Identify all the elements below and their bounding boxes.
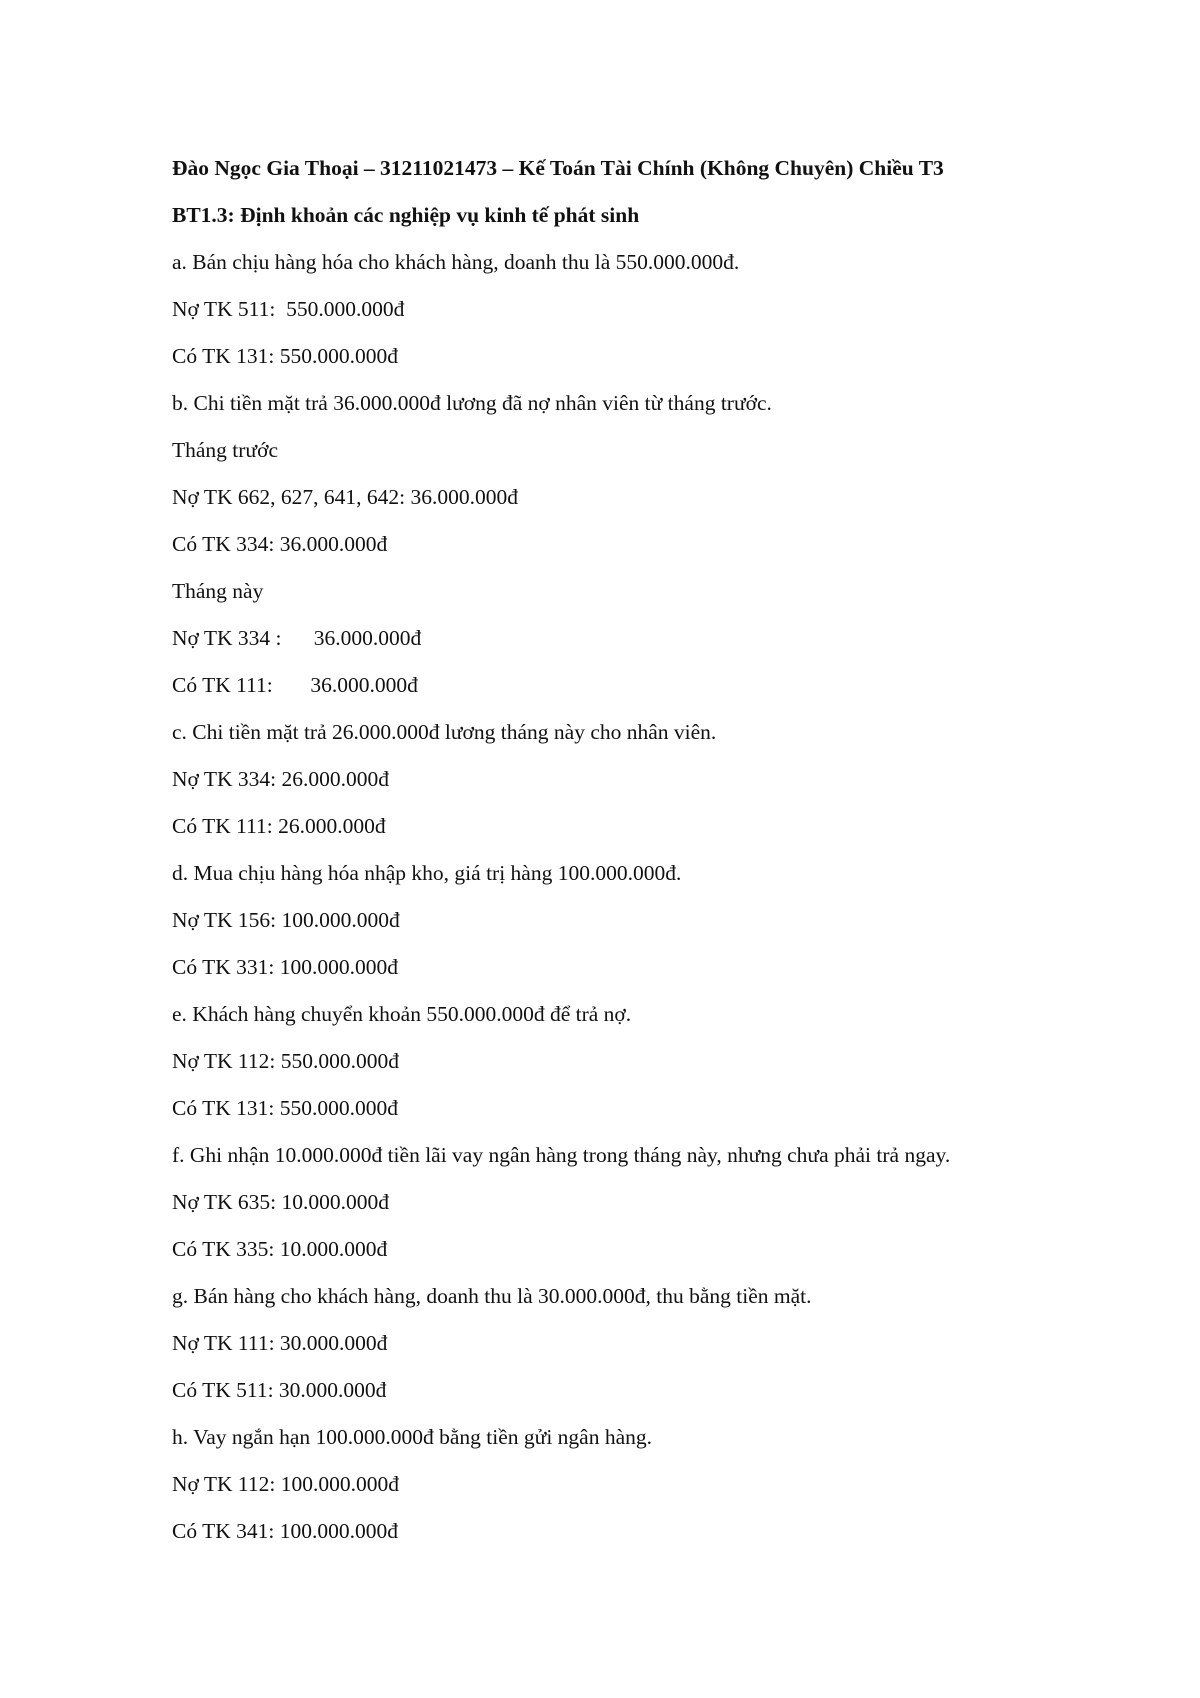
transaction-b-previous-debit: Nợ TK 662, 627, 641, 642: 36.000.000đ <box>172 485 519 509</box>
author-header: Đào Ngọc Gia Thoại – 31211021473 – Kế Toán Tài Chính (Không Chuyên) Chiều T3 <box>172 156 944 180</box>
transaction-a-description: a. Bán chịu hàng hóa cho khách hàng, doanh thu là 550.000.000đ. <box>172 250 740 274</box>
transaction-b-previous-credit: Có TK 334: 36.000.000đ <box>172 532 388 556</box>
transaction-a-credit: Có TK 131: 550.000.000đ <box>172 344 398 368</box>
transaction-g-credit: Có TK 511: 30.000.000đ <box>172 1378 387 1402</box>
transaction-b-description: b. Chi tiền mặt trả 36.000.000đ lương đã nợ nhân viên từ tháng trước. <box>172 391 772 415</box>
transaction-b-previous-month-label: Tháng trước <box>172 438 278 462</box>
transaction-h-credit: Có TK 341: 100.000.000đ <box>172 1519 398 1543</box>
transaction-f-credit: Có TK 335: 10.000.000đ <box>172 1237 388 1261</box>
transaction-d-credit: Có TK 331: 100.000.000đ <box>172 955 398 979</box>
exercise-title: BT1.3: Định khoản các nghiệp vụ kinh tế phát sinh <box>172 203 640 227</box>
transaction-d-description: d. Mua chịu hàng hóa nhập kho, giá trị hàng 100.000.000đ. <box>172 861 682 885</box>
transaction-b-current-debit: Nợ TK 334 : 36.000.000đ <box>172 626 422 650</box>
transaction-c-credit: Có TK 111: 26.000.000đ <box>172 814 386 838</box>
transaction-e-credit: Có TK 131: 550.000.000đ <box>172 1096 398 1120</box>
transaction-e-debit: Nợ TK 112: 550.000.000đ <box>172 1049 399 1073</box>
document-body <box>172 145 1132 1555</box>
transaction-d-debit: Nợ TK 156: 100.000.000đ <box>172 908 400 932</box>
transaction-b-current-credit: Có TK 111: 36.000.000đ <box>172 673 418 697</box>
transaction-g-debit: Nợ TK 111: 30.000.000đ <box>172 1331 388 1355</box>
transaction-f-description: f. Ghi nhận 10.000.000đ tiền lãi vay ngân hàng trong tháng này, nhưng chưa phải trả ngay. <box>172 1143 951 1167</box>
transaction-b-current-month-label: Tháng này <box>172 579 264 603</box>
transaction-f-debit: Nợ TK 635: 10.000.000đ <box>172 1190 390 1214</box>
transaction-e-description: e. Khách hàng chuyển khoản 550.000.000đ để trả nợ. <box>172 1002 632 1026</box>
transaction-g-description: g. Bán hàng cho khách hàng, doanh thu là 30.000.000đ, thu bằng tiền mặt. <box>172 1284 812 1308</box>
transaction-a-debit: Nợ TK 511: 550.000.000đ <box>172 297 405 321</box>
transaction-h-description: h. Vay ngắn hạn 100.000.000đ bằng tiền gửi ngân hàng. <box>172 1425 653 1449</box>
transaction-c-debit: Nợ TK 334: 26.000.000đ <box>172 767 390 791</box>
transaction-c-description: c. Chi tiền mặt trả 26.000.000đ lương tháng này cho nhân viên. <box>172 720 717 744</box>
transaction-h-debit: Nợ TK 112: 100.000.000đ <box>172 1472 399 1496</box>
